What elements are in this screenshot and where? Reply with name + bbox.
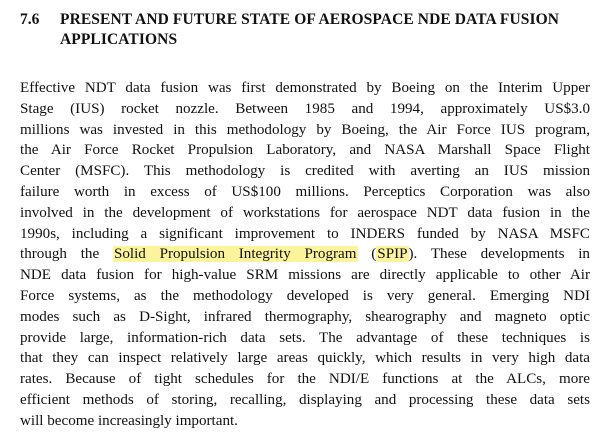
paragraph-line: NDE data fusion for high-value SRM missions are directly applicable to other Air (20, 267, 590, 284)
text-segment: through the (20, 246, 113, 263)
paragraph-line: that they can inspect relatively large areas quickly, which results in very high data (20, 350, 590, 367)
paragraph-line: failure worth in excess of US$100 millions. Perceptics Corporation was also (20, 183, 590, 200)
paragraph-line: Force systems, as the methodology developed is very general. Emerging NDI (20, 287, 590, 304)
paragraph-line: involved in the development of workstations for aerospace NDT data fusion in the (20, 204, 590, 221)
paragraph-line: Center (MSFC). This methodology is credited with averting an IUS mission (20, 163, 590, 180)
paragraph-line: rates. Because of tight schedules for the NDI/E functions at the ALCs, more (20, 371, 590, 388)
highlighted-acronym: SPIP (377, 246, 408, 263)
document-page (20, 10, 590, 432)
paragraph-line: 1990s, including a significant improvement to INDERS funded by NASA MSFC (20, 225, 590, 242)
paragraph-line: the Air Force Rocket Propulsion Laboratory, and NASA Marshall Space Flight (20, 142, 590, 159)
section-number: 7.6 (20, 11, 40, 28)
body-paragraph (20, 78, 590, 432)
text-segment: ). These developments in (408, 246, 590, 263)
paragraph-line: Stage (IUS) rocket nozzle. Between 1985 and 1994, approximately US$3.0 (20, 100, 590, 117)
paragraph-line: millions was invested in this methodology by Boeing, the Air Force IUS program, (20, 121, 590, 138)
section-heading (20, 10, 590, 49)
paragraph-line: Effective NDT data fusion was first demonstrated by Boeing on the Interim Upper (20, 80, 590, 96)
section-title: PRESENT AND FUTURE STATE OF AEROSPACE NDE DATA FUSION APPLICATIONS (60, 11, 560, 48)
paragraph-line: provide large, information-rich data sets. The advantage of these techniques is (20, 329, 590, 346)
paragraph-line: modes such as D-Sight, infrared thermography, shearography and magneto optic (20, 308, 590, 325)
text-segment: ( (357, 246, 377, 263)
paragraph-line-highlighted (20, 244, 590, 265)
highlighted-program-name: Solid Propulsion Integrity Program (113, 246, 357, 263)
paragraph-line: will become increasingly important. (20, 412, 238, 429)
paragraph-line: efficient methods of storing, recalling, displaying and processing these data sets (20, 391, 590, 408)
